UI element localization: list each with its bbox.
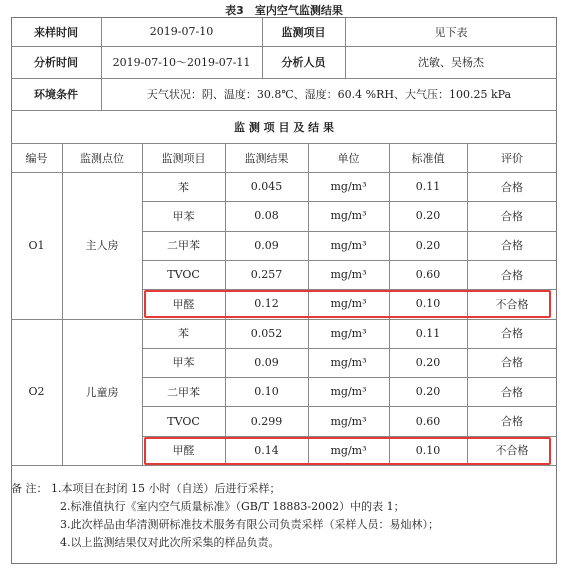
standard-cell: 0.60 <box>415 268 441 282</box>
items-value: 见下表 <box>434 25 468 39</box>
unit-cell: mg/m³ <box>330 268 367 282</box>
standard-cell: 0.20 <box>415 385 441 399</box>
standard-cell: 0.10 <box>415 297 441 311</box>
sample-date-value: 2019-07-10 <box>149 25 214 38</box>
unit-cell: mg/m³ <box>330 238 367 252</box>
sample-date-label: 来样时间 <box>34 25 78 39</box>
note-3: 3.此次样品由华清测研标准技术服务有限公司负责采样（采样人员：易灿林）； <box>60 518 439 531</box>
items-label: 监测项目 <box>281 25 326 39</box>
result-cell: 0.045 <box>250 180 283 194</box>
item-cell: 甲苯 <box>172 209 195 223</box>
column-header: 标准值 <box>411 151 445 165</box>
standard-cell: 0.11 <box>415 326 441 340</box>
unit-cell: mg/m³ <box>330 355 367 369</box>
item-cell: 甲醛 <box>172 444 195 458</box>
noncompliant-highlight <box>144 437 551 465</box>
point-location: 主人房 <box>85 239 119 253</box>
point-id: O2 <box>28 385 45 399</box>
item-cell: TVOC <box>167 268 200 282</box>
item-cell: TVOC <box>167 414 200 428</box>
result-cell: 0.299 <box>250 414 283 428</box>
unit-cell: mg/m³ <box>330 443 367 457</box>
point-id: O1 <box>28 238 45 252</box>
standard-cell: 0.60 <box>415 414 441 428</box>
analysis-date-label: 分析时间 <box>34 56 78 69</box>
evaluation-cell: 合格 <box>501 356 523 370</box>
column-header: 编号 <box>25 151 48 165</box>
note-2: 2.标准值执行《室内空气质量标准》（GB/T 18883-2002）中的表 1； <box>60 500 405 513</box>
evaluation-cell: 不合格 <box>495 297 529 311</box>
unit-cell: mg/m³ <box>330 209 367 223</box>
item-cell: 甲醛 <box>172 297 195 311</box>
evaluation-cell: 合格 <box>501 209 523 223</box>
evaluation-cell: 合格 <box>501 268 523 282</box>
evaluation-cell: 合格 <box>501 327 523 341</box>
result-cell: 0.257 <box>250 268 283 282</box>
analysis-date-value: 2019-07-10～2019-07-11 <box>112 56 251 69</box>
standard-cell: 0.20 <box>415 238 441 252</box>
result-cell: 0.09 <box>254 238 279 252</box>
notes-label: 备 注： <box>11 482 48 495</box>
evaluation-cell: 不合格 <box>495 444 529 458</box>
item-cell: 二甲苯 <box>167 239 200 253</box>
result-cell: 0.12 <box>254 297 279 311</box>
note-4: 4.以上监测结果仅对此次所采集的样品负责。 <box>60 536 280 549</box>
column-header: 单位 <box>337 151 360 165</box>
result-cell: 0.10 <box>254 385 279 399</box>
item-cell: 二甲苯 <box>167 385 200 399</box>
result-cell: 0.052 <box>250 326 283 340</box>
unit-cell: mg/m³ <box>330 297 367 311</box>
item-cell: 苯 <box>178 327 189 341</box>
table-caption: 表3 室内空气监测结果 <box>225 4 343 17</box>
column-header: 监测点位 <box>80 151 124 165</box>
unit-cell: mg/m³ <box>330 326 367 340</box>
item-cell: 苯 <box>178 180 189 194</box>
analysts-label: 分析人员 <box>281 56 326 69</box>
unit-cell: mg/m³ <box>330 385 367 399</box>
standard-cell: 0.20 <box>415 209 441 223</box>
notes-block <box>11 480 439 552</box>
standard-cell: 0.10 <box>415 443 441 457</box>
result-cell: 0.08 <box>254 209 279 223</box>
env-label: 环境条件 <box>34 88 78 101</box>
unit-cell: mg/m³ <box>330 414 367 428</box>
result-cell: 0.09 <box>254 355 279 369</box>
column-header: 监测结果 <box>244 151 289 165</box>
env-value: 天气状况：阴、温度：30.8℃、湿度：60.4 %RH、大气压：100.25 kPa <box>146 88 512 101</box>
unit-cell: mg/m³ <box>330 180 367 194</box>
column-header: 评价 <box>501 151 523 165</box>
analysts-value: 沈敏、吴杨杰 <box>418 56 484 69</box>
standard-cell: 0.11 <box>415 180 441 194</box>
evaluation-cell: 合格 <box>501 385 523 399</box>
evaluation-cell: 合格 <box>501 180 523 194</box>
standard-cell: 0.20 <box>415 355 441 369</box>
noncompliant-highlight <box>144 290 551 318</box>
result-cell: 0.14 <box>254 443 279 457</box>
item-cell: 甲苯 <box>172 356 195 370</box>
column-header: 监测项目 <box>161 151 206 165</box>
notes-line-1 <box>11 480 439 498</box>
point-location: 儿童房 <box>85 385 119 399</box>
evaluation-cell: 合格 <box>501 239 523 253</box>
evaluation-cell: 合格 <box>501 415 523 429</box>
section-title: 监 测 项 目 及 结 果 <box>234 120 334 134</box>
note-1: 1.本项目在封闭 15 小时（自送）后进行采样； <box>51 482 281 495</box>
